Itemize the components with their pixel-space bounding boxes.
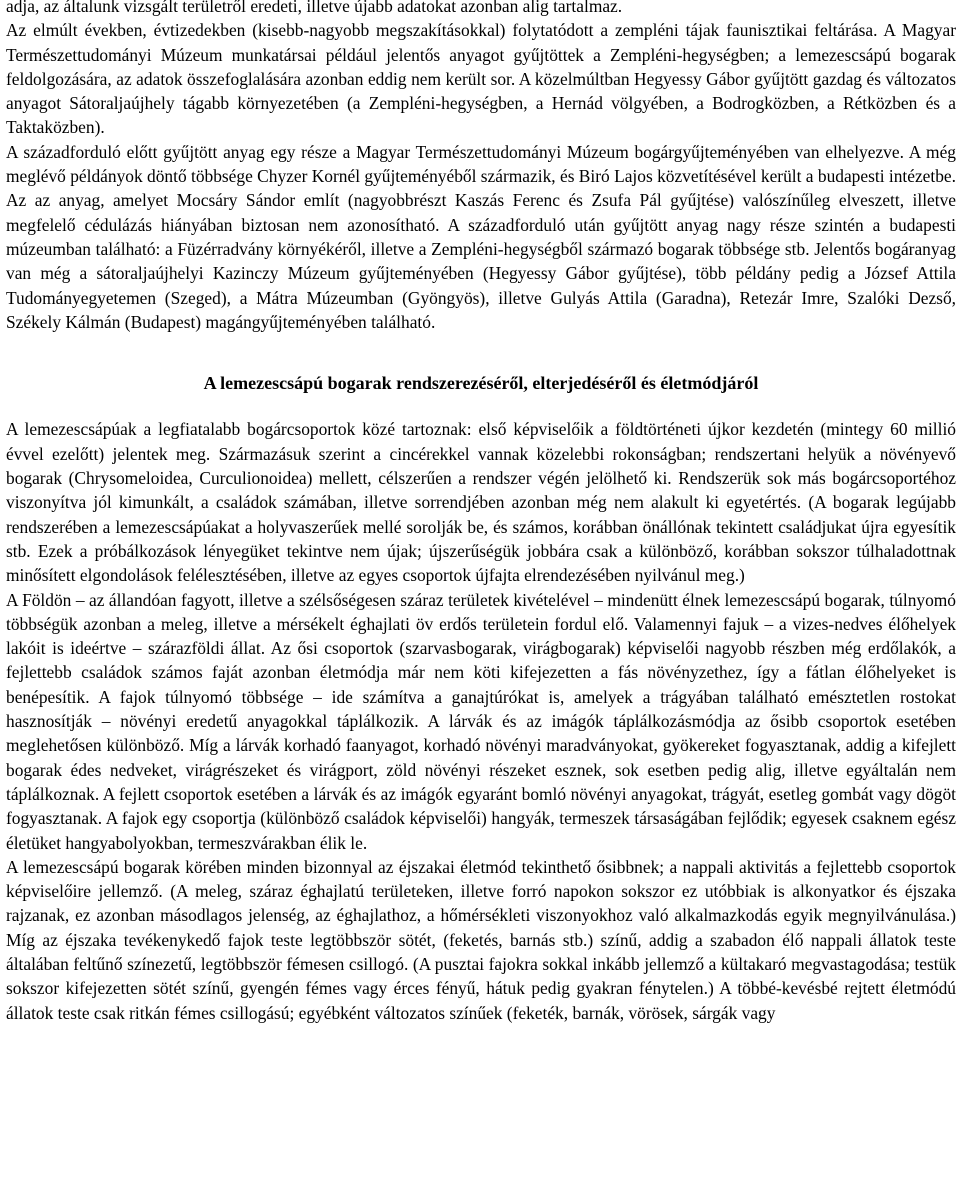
intro-paragraph-2: Az elmúlt években, évtizedekben (kisebb-nagyobb megszakításokkal) folytatódott a zempléni tájak faunisztikai feltárása. A Magyar Természettudományi Múzeum munkatársai például jelentős anyagot gyűjtöttek a Zempléni-hegységben; a lemezescsápú bogarak feldolgozására, az adatok összefoglalására azonban eddig nem került sor. A közelmúltban Hegyessy Gábor gyűjtött gazdag és változatos anyagot Sátoraljaújhely tágabb környezetében (a Zempléni-hegységben, a Hernád völgyében, a Bodrogközben, a Rétközben és a Taktaközben). xyxy=(6,20,956,138)
body-paragraph-3: A lemezescsápú bogarak körében minden bizonnyal az éjszakai életmód tekinthető ősibbnek; a nappali aktivitás a fejlettebb csoportok képviselőire jellemző. (A meleg, száraz éghajlatú területeken, illetve forró napokon sokszor ez utóbbiak is alkonyatkor és éjszaka rajzanak, ez azonban másodlagos jelenség, az éghajlathoz, a hőmérsékleti viszonyokhoz való alkalmazkodás egyik megnyilvánulása.) Míg az éjszaka tevékenykedő fajok teste legtöbbször sötét, (feketés, barnás stb.) színű, addig a szabadon élő nappali állatok teste általában feltűnő színezetű, legtöbbször fémesen csillogó. (A pusztai fajokra sokkal inkább jellemző a kültakaró megvastagodása; testük sokszor kifejezetten sötét színű, gyengén fémes vagy érces fényű, hátuk pedig gyakran fénytelen.) A többé-kevésbé rejtett életmódú állatok teste csak ritkán fémes csillogású; egyébként változatos színűek (feketék, barnák, vörösek, sárgák vagy xyxy=(6,856,956,1023)
body-paragraph-1: A lemezescsápúak a legfiatalabb bogárcsoportok közé tartoznak: első képviselőik a földtörténeti újkor kezdetén (mintegy 60 millió évvel ezelőtt) jelentek meg. Származásuk szerint a cincérekkel vannak közelebbi rokonságban; rendszertani helyük a növényevő bogarak (Chrysomeloidea, Curculionoidea) mellett, célszerűen a rendszer végén jelölhető ki. Rendszerük sok más bogárcsoportéhoz viszonyítva jól kimunkált, a családok számában, illetve sorrendjében azonban még nem alakult ki egyetértés. (A bogarak legújabb rendszerében a lemezescsápúakat a holyvaszerűek mellé sorolják be, és számos, korábban önállónak tekintett családjukat újra egyesítik stb. Ezek a próbálkozások lényegüket tekintve nem újak; újszerűségük jobbára csak a különböző, korábban sokszor túlhaladottnak minősített elgondolások felélesztésében, illetve az egyes csoportok újfajta elrendezésében nyilvánul meg.) xyxy=(6,419,956,586)
intro-paragraph-1: adja, az általunk vizsgált területről eredeti, illetve újabb adatokat azonban alig tartalmaz. xyxy=(6,0,623,16)
body-paragraph-2: A Földön – az állandóan fagyott, illetve a szélsőségesen száraz területek kivételével – mindenütt élnek lemezescsápú bogarak, túlnyomó többségük azonban a meleg, illetve a mérsékelt éghajlati öv erdős területein fordul elő. Valamennyi fajuk – a vizes-nedves élőhelyek lakóit is ideértve – szárazföldi állat. Az ősi csoportok (szarvasbogarak, virágbogarak) képviselői nagyobb részben még erdőlakók, a fejlettebb családok számos faját azonban életmódja már nem köti kifejezetten a fás növényzethez, így a fátlan élőhelyeket is benépesítik. A fajok túlnyomó többsége – ide számítva a ganajtúrókat is, amelyek a trágyában található emésztetlen rostokat hasznosítják – növényi eredetű anyagokkal táplálkozik. A lárvák és az imágók táplálkozásmódja az ősibb csoportok esetében meglehetősen különböző. Míg a lárvák korhadó faanyagot, korhadó növényi maradványokat, gyökereket fogyasztanak, addig a kifejlett bogarak édes nedveket, virágrészeket és virágport, zöld növényi részeket esznek, sok esetben pedig alig, illetve egyáltalán nem táplálkoznak. A fejlett csoportok esetében a lárvák és az imágók egyaránt bomló növényi anyagokat, trágyát, esetleg gombát vagy dögöt fogyasztanak. A fajok egy csoportja (különböző családok képviselői) hangyák, termeszek társaságában fejlődik; egyesek csaknem egész életüket hangyabolyokban, termeszvárakban élik le. xyxy=(6,589,956,853)
intro-paragraph-3: A századforduló előtt gyűjtött anyag egy része a Magyar Természettudományi Múzeum bogárgyűjteményében van elhelyezve. A még meglévő példányok döntő többsége Chyzer Kornél gyűjteményéből származik, és Biró Lajos közvetítésével került a budapesti intézetbe. Az az anyag, amelyet Mocsáry Sándor említ (nagyobbrészt Kaszás Ferenc és Zsufa Pál gyűjtése) valószínűleg elveszett, illetve megfelelő cédulázás hiányában biztosan nem azonosítható. A századforduló után gyűjtött anyag nagy része szintén a budapesti múzeumban található: a Füzérradvány környékéről, illetve a Zempléni-hegységből származó bogarak többsége stb. Jelentős bogáranyag van még a sátoraljaújhelyi Kazinczy Múzeum gyűjteményében (Hegyessy Gábor gyűjtése), több példány pedig a József Attila Tudományegyetemen (Szeged), a Mátra Múzeumban (Gyöngyös), illetve Gulyás Attila (Garadna), Retezár Imre, Szalóki Dezső, Székely Kálmán (Budapest) magángyűjteményében található. xyxy=(6,141,956,332)
document-page xyxy=(6,0,956,1025)
section-title: A lemezescsápú bogarak rendszerezéséről, elterjedéséről és életmódjáról xyxy=(203,373,759,394)
